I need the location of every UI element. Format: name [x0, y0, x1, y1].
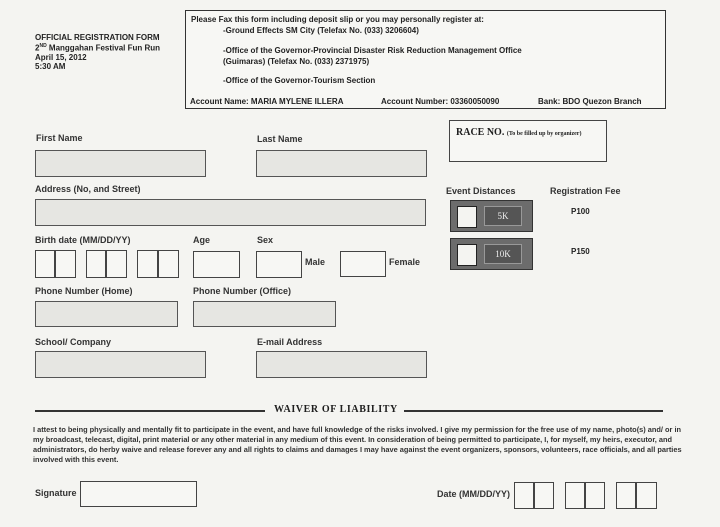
phone-home-field[interactable] [35, 301, 178, 327]
age-label: Age [193, 235, 211, 245]
phone-office-field[interactable] [193, 301, 336, 327]
sign-day-digit-1[interactable] [565, 482, 585, 509]
form-title: OFFICIAL REGISTRATION FORM [35, 33, 160, 42]
signature-label: Signature [35, 488, 77, 498]
account-number: Account Number: 03360050090 [381, 97, 500, 106]
birth-day-digit-2[interactable] [106, 250, 127, 278]
event-5k-label: 5K [484, 206, 522, 226]
sex-label: Sex [257, 235, 274, 245]
waiver-divider-right [404, 410, 663, 412]
sex-male-box[interactable] [256, 251, 302, 278]
sex-female-box[interactable] [340, 251, 386, 277]
race-title: RACE NO. [456, 127, 505, 138]
race-number-label [456, 127, 581, 138]
race-number-box[interactable] [449, 120, 607, 162]
event-name-line [35, 42, 160, 53]
form-header [35, 33, 160, 71]
fax-line-1: -Ground Effects SM City (Telefax No. (033) 3206604) [223, 26, 419, 35]
waiver-text: I attest to being physically and mentally fit to participate in the event, and have full knowledge of the risks involved. I give my permission for the free use of my name, photo(s) and/ or in my broadcast, telecast, digital, print material or any other material in any medium of this event. In consideration of being permitted to participate, I, for myself, my heirs, executor, and administrators, do herby waive and release forever any and all rights to claims and damages I may have against the event organizers, sponsors, volunteers, race officials, and all parties involved with this event. [33, 425, 682, 464]
fax-intro: Please Fax this form including deposit slip or you may personally register at: [191, 15, 484, 24]
first-name-label: First Name [36, 133, 83, 143]
sign-month-digit-2[interactable] [534, 482, 554, 509]
sex-male-label: Male [305, 257, 326, 267]
event-distances-label: Event Distances [446, 186, 516, 196]
event-10k-option[interactable] [450, 238, 533, 270]
sign-year-digit-1[interactable] [616, 482, 636, 509]
address-field[interactable] [35, 199, 426, 226]
birth-month-digit-2[interactable] [55, 250, 76, 278]
fee-5k: P100 [571, 207, 590, 216]
event-5k-checkbox[interactable] [457, 206, 477, 228]
bank-name: Bank: BDO Quezon Branch [538, 97, 642, 106]
signature-field[interactable] [80, 481, 197, 507]
phone-office-label: Phone Number (Office) [193, 286, 292, 296]
fax-line-2: -Office of the Governor-Provincial Disaster Risk Reduction Management Office [223, 46, 522, 55]
birth-year-digit-2[interactable] [158, 250, 179, 278]
first-name-field[interactable] [35, 150, 206, 177]
race-note: (To be filled up by organizer) [506, 131, 582, 137]
sign-month-digit-1[interactable] [514, 482, 534, 509]
birth-year-digit-1[interactable] [137, 250, 158, 278]
fee-10k: P150 [571, 247, 590, 256]
event-5k-option[interactable] [450, 200, 533, 232]
birth-date-label: Birth date (MM/DD/YY) [35, 235, 131, 245]
sex-female-label: Female [389, 257, 421, 267]
age-field[interactable] [193, 251, 240, 278]
waiver-divider-left [35, 410, 265, 412]
last-name-field[interactable] [256, 150, 427, 177]
event-name: Manggahan Festival Fun Run [48, 43, 161, 53]
waiver-title: WAIVER OF LIABILITY [274, 404, 398, 415]
event-ordinal-suffix: ND [39, 43, 47, 49]
event-10k-checkbox[interactable] [457, 244, 477, 266]
phone-home-label: Phone Number (Home) [35, 286, 133, 296]
address-label: Address (No, and Street) [35, 184, 141, 194]
event-time: 5:30 AM [35, 61, 66, 71]
school-company-field[interactable] [35, 351, 206, 378]
school-company-label: School/ Company [35, 337, 112, 347]
event-ordinal: 2 [35, 43, 40, 53]
event-date: April 15, 2012 [35, 52, 87, 62]
last-name-label: Last Name [257, 134, 303, 144]
date-label: Date (MM/DD/YY) [437, 489, 511, 499]
account-name: Account Name: MARIA MYLENE ILLERA [190, 97, 344, 106]
sign-day-digit-2[interactable] [585, 482, 605, 509]
fax-line-3: (Guimaras) (Telefax No. (033) 2371975) [223, 57, 370, 66]
event-10k-label: 10K [484, 244, 522, 264]
email-field[interactable] [256, 351, 427, 378]
birth-day-digit-1[interactable] [86, 250, 106, 278]
fax-instructions-box [185, 10, 666, 109]
email-label: E-mail Address [257, 337, 323, 347]
birth-month-digit-1[interactable] [35, 250, 55, 278]
sign-year-digit-2[interactable] [636, 482, 657, 509]
registration-fee-label: Registration Fee [550, 186, 621, 196]
fax-line-4: -Office of the Governor-Tourism Section [223, 76, 376, 85]
